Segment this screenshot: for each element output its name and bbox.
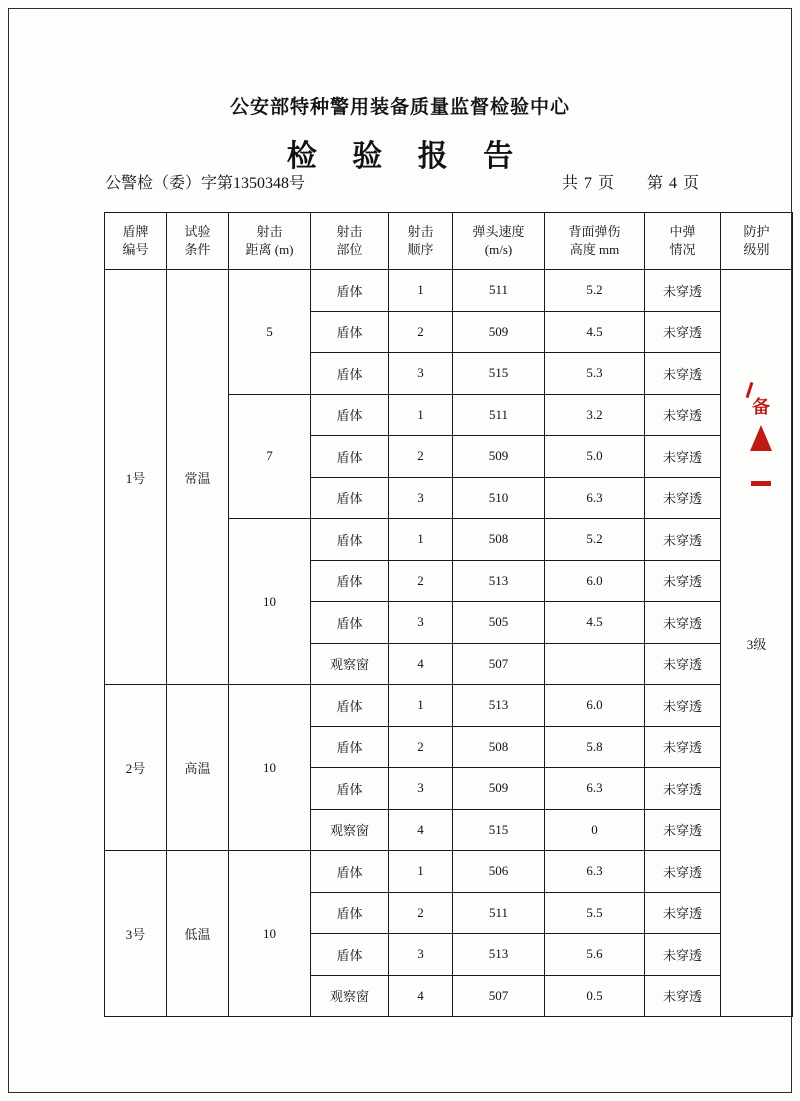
- cell-shoot-order: 3: [389, 602, 453, 644]
- cell-shoot-distance: 7: [229, 394, 311, 519]
- header-protection-level: 防护 级别: [721, 213, 793, 270]
- document-title: 检 验 报 告: [286, 140, 528, 173]
- cell-back-bulge-height: 5.0: [545, 436, 645, 478]
- cell-bullet-speed: 515: [453, 809, 545, 851]
- cell-hit-status: 未穿透: [645, 394, 721, 436]
- header-shoot-part: 射击 部位: [311, 213, 389, 270]
- cell-shoot-part: 盾体: [311, 685, 389, 727]
- cell-back-bulge-height: [545, 643, 645, 685]
- red-stamp: [744, 398, 778, 486]
- cell-back-bulge-height: 6.3: [545, 768, 645, 810]
- header-shoot-order: 射击 顺序: [389, 213, 453, 270]
- cell-hit-status: 未穿透: [645, 436, 721, 478]
- table-row: [105, 851, 793, 893]
- report-number: 公警检（委）字第1350348号: [105, 175, 306, 192]
- table-body: [105, 270, 793, 1017]
- table-row: [105, 270, 793, 312]
- header-shoot-distance: 射击 距离 (m): [229, 213, 311, 270]
- cell-bullet-speed: 511: [453, 892, 545, 934]
- cell-shoot-part: 盾体: [311, 353, 389, 395]
- cell-hit-status: 未穿透: [645, 851, 721, 893]
- cell-hit-status: 未穿透: [645, 311, 721, 353]
- cell-test-condition: 低温: [167, 851, 229, 1017]
- cell-shoot-part: 盾体: [311, 934, 389, 976]
- cell-back-bulge-height: 4.5: [545, 602, 645, 644]
- cell-shoot-part: 盾体: [311, 851, 389, 893]
- cell-shoot-part: 盾体: [311, 892, 389, 934]
- cell-shoot-order: 3: [389, 353, 453, 395]
- cell-bullet-speed: 509: [453, 768, 545, 810]
- cell-bullet-speed: 511: [453, 394, 545, 436]
- cell-shoot-part: 盾体: [311, 394, 389, 436]
- cell-hit-status: 未穿透: [645, 685, 721, 727]
- cell-bullet-speed: 513: [453, 685, 545, 727]
- cell-bullet-speed: 507: [453, 975, 545, 1017]
- cell-shoot-distance: 5: [229, 270, 311, 395]
- cell-bullet-speed: 505: [453, 602, 545, 644]
- cell-hit-status: 未穿透: [645, 726, 721, 768]
- cell-bullet-speed: 507: [453, 643, 545, 685]
- cell-back-bulge-height: 5.6: [545, 934, 645, 976]
- cell-shoot-order: 1: [389, 270, 453, 312]
- cell-test-condition: 高温: [167, 685, 229, 851]
- cell-hit-status: 未穿透: [645, 270, 721, 312]
- cell-hit-status: 未穿透: [645, 477, 721, 519]
- cell-bullet-speed: 515: [453, 353, 545, 395]
- cell-hit-status: 未穿透: [645, 892, 721, 934]
- cell-back-bulge-height: 6.3: [545, 851, 645, 893]
- cell-shield-no: 2号: [105, 685, 167, 851]
- cell-shoot-distance: 10: [229, 519, 311, 685]
- cell-shoot-part: 观察窗: [311, 809, 389, 851]
- cell-shoot-order: 1: [389, 685, 453, 727]
- cell-shoot-part: 盾体: [311, 602, 389, 644]
- cell-back-bulge-height: 6.0: [545, 685, 645, 727]
- cell-shoot-part: 盾体: [311, 436, 389, 478]
- cell-hit-status: 未穿透: [645, 809, 721, 851]
- cell-hit-status: 未穿透: [645, 602, 721, 644]
- cell-shoot-order: 4: [389, 975, 453, 1017]
- cell-shoot-order: 4: [389, 643, 453, 685]
- cell-hit-status: 未穿透: [645, 560, 721, 602]
- cell-shoot-part: 盾体: [311, 477, 389, 519]
- page-indicator: [562, 170, 700, 193]
- table-header-row: [105, 213, 793, 270]
- cell-shoot-order: 2: [389, 311, 453, 353]
- table-header: [105, 213, 793, 270]
- cell-back-bulge-height: 5.5: [545, 892, 645, 934]
- cell-bullet-speed: 508: [453, 519, 545, 561]
- cell-shoot-part: 观察窗: [311, 643, 389, 685]
- cell-shoot-part: 盾体: [311, 270, 389, 312]
- cell-shoot-part: 盾体: [311, 726, 389, 768]
- cell-bullet-speed: 513: [453, 934, 545, 976]
- cell-shoot-part: 盾体: [311, 311, 389, 353]
- cell-bullet-speed: 509: [453, 436, 545, 478]
- cell-shield-no: 3号: [105, 851, 167, 1017]
- report-meta: [105, 170, 700, 193]
- cell-back-bulge-height: 0.5: [545, 975, 645, 1017]
- cell-back-bulge-height: 5.2: [545, 270, 645, 312]
- cell-back-bulge-height: 6.3: [545, 477, 645, 519]
- header-test-condition: 试验 条件: [167, 213, 229, 270]
- cell-hit-status: 未穿透: [645, 353, 721, 395]
- cell-shoot-order: 1: [389, 851, 453, 893]
- cell-back-bulge-height: 4.5: [545, 311, 645, 353]
- cell-shoot-part: 观察窗: [311, 975, 389, 1017]
- test-results-table: [104, 212, 793, 1017]
- cell-bullet-speed: 511: [453, 270, 545, 312]
- header-hit-status: 中弹 情况: [645, 213, 721, 270]
- cell-shoot-distance: 10: [229, 851, 311, 1017]
- cell-back-bulge-height: 5.3: [545, 353, 645, 395]
- cell-hit-status: 未穿透: [645, 643, 721, 685]
- cell-shoot-order: 1: [389, 394, 453, 436]
- cell-hit-status: 未穿透: [645, 975, 721, 1017]
- cell-shoot-order: 2: [389, 892, 453, 934]
- document-header: [0, 92, 800, 175]
- cell-shoot-order: 1: [389, 519, 453, 561]
- cell-hit-status: 未穿透: [645, 768, 721, 810]
- cell-back-bulge-height: 6.0: [545, 560, 645, 602]
- cell-shoot-order: 3: [389, 477, 453, 519]
- cell-protection-level: 3级: [721, 270, 793, 1017]
- cell-hit-status: 未穿透: [645, 519, 721, 561]
- cell-bullet-speed: 509: [453, 311, 545, 353]
- cell-shoot-distance: 10: [229, 685, 311, 851]
- cell-test-condition: 常温: [167, 270, 229, 685]
- stamp-triangle-icon: [750, 425, 772, 451]
- stamp-character: 备: [752, 397, 770, 417]
- cell-shield-no: 1号: [105, 270, 167, 685]
- cell-bullet-speed: 508: [453, 726, 545, 768]
- current-page: 第 4 页: [646, 175, 700, 192]
- cell-back-bulge-height: 5.2: [545, 519, 645, 561]
- cell-back-bulge-height: 3.2: [545, 394, 645, 436]
- header-bullet-speed: 弹头速度 (m/s): [453, 213, 545, 270]
- stamp-tick-icon: [751, 481, 771, 486]
- table-row: [105, 685, 793, 727]
- cell-hit-status: 未穿透: [645, 934, 721, 976]
- cell-shoot-part: 盾体: [311, 519, 389, 561]
- cell-bullet-speed: 510: [453, 477, 545, 519]
- cell-bullet-speed: 506: [453, 851, 545, 893]
- cell-shoot-order: 3: [389, 768, 453, 810]
- organization-title: 公安部特种警用装备质量监督检验中心: [229, 97, 570, 118]
- cell-back-bulge-height: 0: [545, 809, 645, 851]
- cell-shoot-part: 盾体: [311, 768, 389, 810]
- cell-shoot-order: 2: [389, 726, 453, 768]
- header-shield-no: 盾牌 编号: [105, 213, 167, 270]
- total-pages: 共 7 页: [561, 175, 615, 192]
- cell-shoot-order: 4: [389, 809, 453, 851]
- cell-bullet-speed: 513: [453, 560, 545, 602]
- cell-shoot-order: 2: [389, 436, 453, 478]
- cell-shoot-part: 盾体: [311, 560, 389, 602]
- cell-shoot-order: 3: [389, 934, 453, 976]
- cell-back-bulge-height: 5.8: [545, 726, 645, 768]
- cell-shoot-order: 2: [389, 560, 453, 602]
- header-back-bulge-height: 背面弹伤 高度 mm: [545, 213, 645, 270]
